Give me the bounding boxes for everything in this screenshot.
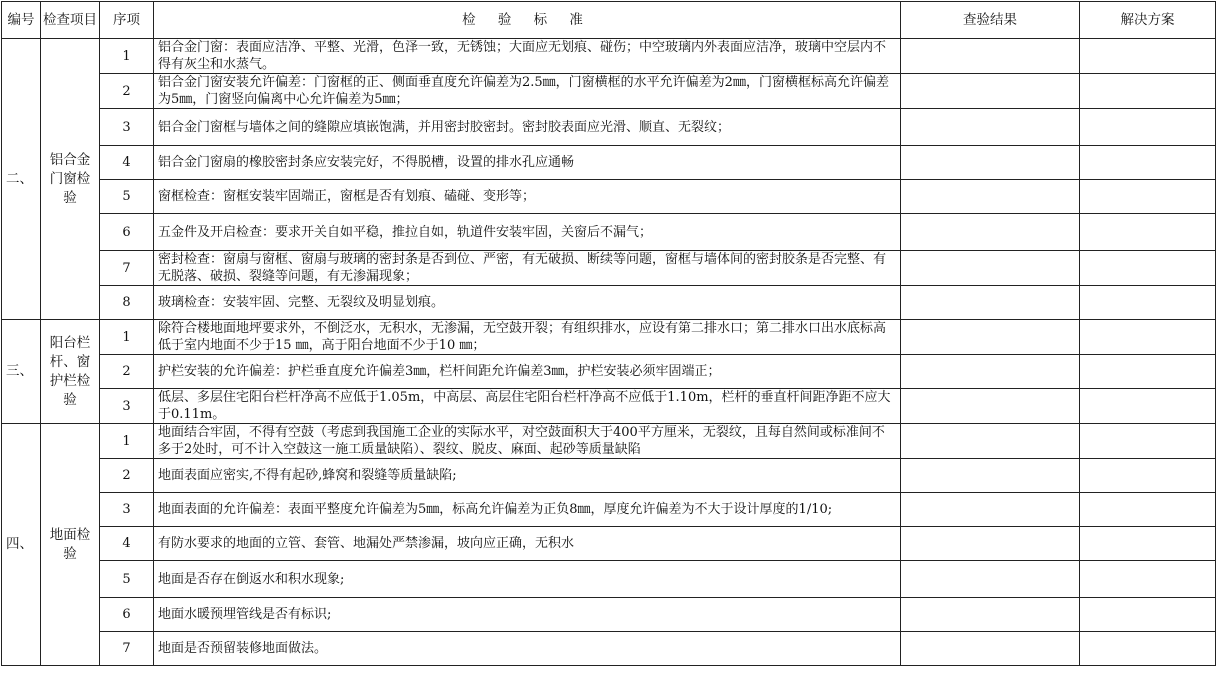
result-cell[interactable] [901, 146, 1080, 180]
row-standard: 铝合金门窗扇的橡胶密封条应安装完好，不得脱槽，设置的排水孔应通畅 [154, 146, 901, 180]
row-standard: 地面结合牢固，不得有空鼓（考虑到我国施工企业的实际水平，对空鼓面积大于400平方厘米，无裂纹，且每自然间或标准间不多于2处时，可不计入空鼓这一施工质量缺陷）、裂纹、脱皮、麻面、起砂等质量缺陷 [154, 424, 901, 459]
row-standard: 地面水暖预埋管线是否有标识; [154, 598, 901, 632]
row-seq: 3 [100, 109, 154, 146]
row-standard: 低层、多层住宅阳台栏杆净高不应低于1.05m，中高层、高层住宅阳台栏杆净高不应低于1.10m，栏杆的垂直杆间距净距不应大于0.11m。 [154, 389, 901, 424]
result-cell[interactable] [901, 561, 1080, 598]
row-standard: 地面是否存在倒返水和积水现象; [154, 561, 901, 598]
solution-cell[interactable] [1080, 180, 1216, 214]
table-row [2, 180, 1216, 214]
section-item: 阳台栏杆、窗护栏检验 [41, 320, 100, 424]
row-seq: 2 [100, 74, 154, 109]
row-seq: 5 [100, 561, 154, 598]
inspection-table [1, 1, 1216, 666]
solution-cell[interactable] [1080, 493, 1216, 527]
header-no: 编号 [2, 2, 41, 39]
row-seq: 2 [100, 355, 154, 389]
table-row [2, 632, 1216, 666]
section-number: 三、 [2, 320, 41, 424]
row-standard: 密封检查：窗扇与窗框、窗扇与玻璃的密封条是否到位、严密，有无破损、断续等问题，窗框与墙体间的密封胶条是否完整、有无脱落、破损、裂缝等问题，有无渗漏现象； [154, 251, 901, 286]
table-row [2, 389, 1216, 424]
row-seq: 6 [100, 598, 154, 632]
solution-cell[interactable] [1080, 286, 1216, 320]
result-cell[interactable] [901, 74, 1080, 109]
section-number: 二、 [2, 39, 41, 320]
table-row [2, 286, 1216, 320]
table-row [2, 39, 1216, 74]
table-row [2, 598, 1216, 632]
row-seq: 1 [100, 39, 154, 74]
row-seq: 3 [100, 389, 154, 424]
header-standard: 检 验 标 准 [154, 2, 901, 39]
section-number: 四、 [2, 424, 41, 666]
row-standard: 护栏安装的允许偏差：护栏垂直度允许偏差3㎜，栏杆间距允许偏差3㎜，护栏安装必须牢固端正； [154, 355, 901, 389]
row-standard: 除符合楼地面地坪要求外，不倒泛水，无积水，无渗漏，无空鼓开裂；有组织排水，应设有第二排水口；第二排水口出水底标高低于室内地面不少于15 ㎜，高于阳台地面不少于10 ㎜； [154, 320, 901, 355]
solution-cell[interactable] [1080, 109, 1216, 146]
solution-cell[interactable] [1080, 389, 1216, 424]
row-seq: 2 [100, 459, 154, 493]
table-row [2, 146, 1216, 180]
result-cell[interactable] [901, 527, 1080, 561]
table-row [2, 527, 1216, 561]
result-cell[interactable] [901, 320, 1080, 355]
row-seq: 3 [100, 493, 154, 527]
result-cell[interactable] [901, 286, 1080, 320]
solution-cell[interactable] [1080, 251, 1216, 286]
solution-cell[interactable] [1080, 527, 1216, 561]
result-cell[interactable] [901, 180, 1080, 214]
table-row [2, 355, 1216, 389]
header-result: 查验结果 [901, 2, 1080, 39]
header-item: 检查项目 [41, 2, 100, 39]
section-item: 铝合金门窗检验 [41, 39, 100, 320]
result-cell[interactable] [901, 632, 1080, 666]
solution-cell[interactable] [1080, 598, 1216, 632]
row-seq: 7 [100, 632, 154, 666]
table-row [2, 251, 1216, 286]
row-standard: 窗框检查：窗框安装牢固端正，窗框是否有划痕、磕碰、变形等； [154, 180, 901, 214]
row-standard: 铝合金门窗安装允许偏差：门窗框的正、侧面垂直度允许偏差为2.5㎜，门窗横框的水平允许偏差为2㎜，门窗横框标高允许偏差为5㎜，门窗竖向偏离中心允许偏差为5㎜； [154, 74, 901, 109]
solution-cell[interactable] [1080, 214, 1216, 251]
row-standard: 地面是否预留装修地面做法。 [154, 632, 901, 666]
table-row [2, 320, 1216, 355]
row-standard: 地面表面应密实,不得有起砂,蜂窝和裂缝等质量缺陷; [154, 459, 901, 493]
result-cell[interactable] [901, 39, 1080, 74]
table-row [2, 74, 1216, 109]
result-cell[interactable] [901, 389, 1080, 424]
result-cell[interactable] [901, 251, 1080, 286]
result-cell[interactable] [901, 214, 1080, 251]
table-row [2, 493, 1216, 527]
row-standard: 有防水要求的地面的立管、套管、地漏处严禁渗漏，坡向应正确，无积水 [154, 527, 901, 561]
solution-cell[interactable] [1080, 320, 1216, 355]
result-cell[interactable] [901, 355, 1080, 389]
row-standard: 铝合金门窗：表面应洁净、平整、光滑，色泽一致，无锈蚀；大面应无划痕、碰伤；中空玻璃内外表面应洁净，玻璃中空层内不得有灰尘和水蒸气。 [154, 39, 901, 74]
result-cell[interactable] [901, 598, 1080, 632]
row-seq: 8 [100, 286, 154, 320]
row-standard: 玻璃检查：安装牢固、完整、无裂纹及明显划痕。 [154, 286, 901, 320]
solution-cell[interactable] [1080, 561, 1216, 598]
row-seq: 4 [100, 527, 154, 561]
row-standard: 地面表面的允许偏差：表面平整度允许偏差为5㎜，标高允许偏差为正负8㎜，厚度允许偏差为不大于设计厚度的1/10; [154, 493, 901, 527]
solution-cell[interactable] [1080, 39, 1216, 74]
solution-cell[interactable] [1080, 146, 1216, 180]
row-seq: 1 [100, 424, 154, 459]
header-row [2, 2, 1216, 39]
table-row [2, 424, 1216, 459]
result-cell[interactable] [901, 424, 1080, 459]
solution-cell[interactable] [1080, 355, 1216, 389]
row-seq: 5 [100, 180, 154, 214]
row-standard: 铝合金门窗框与墙体之间的缝隙应填嵌饱满，并用密封胶密封。密封胶表面应光滑、顺直、无裂纹； [154, 109, 901, 146]
row-seq: 6 [100, 214, 154, 251]
row-standard: 五金件及开启检查：要求开关自如平稳，推拉自如，轨道件安装牢固，关窗后不漏气； [154, 214, 901, 251]
table-row [2, 561, 1216, 598]
result-cell[interactable] [901, 493, 1080, 527]
solution-cell[interactable] [1080, 632, 1216, 666]
solution-cell[interactable] [1080, 74, 1216, 109]
row-seq: 1 [100, 320, 154, 355]
section-item: 地面检验 [41, 424, 100, 666]
solution-cell[interactable] [1080, 459, 1216, 493]
table-row [2, 214, 1216, 251]
result-cell[interactable] [901, 459, 1080, 493]
solution-cell[interactable] [1080, 424, 1216, 459]
table-row [2, 459, 1216, 493]
row-seq: 7 [100, 251, 154, 286]
header-seq: 序项 [100, 2, 154, 39]
result-cell[interactable] [901, 109, 1080, 146]
row-seq: 4 [100, 146, 154, 180]
header-solution: 解决方案 [1080, 2, 1216, 39]
table-row [2, 109, 1216, 146]
